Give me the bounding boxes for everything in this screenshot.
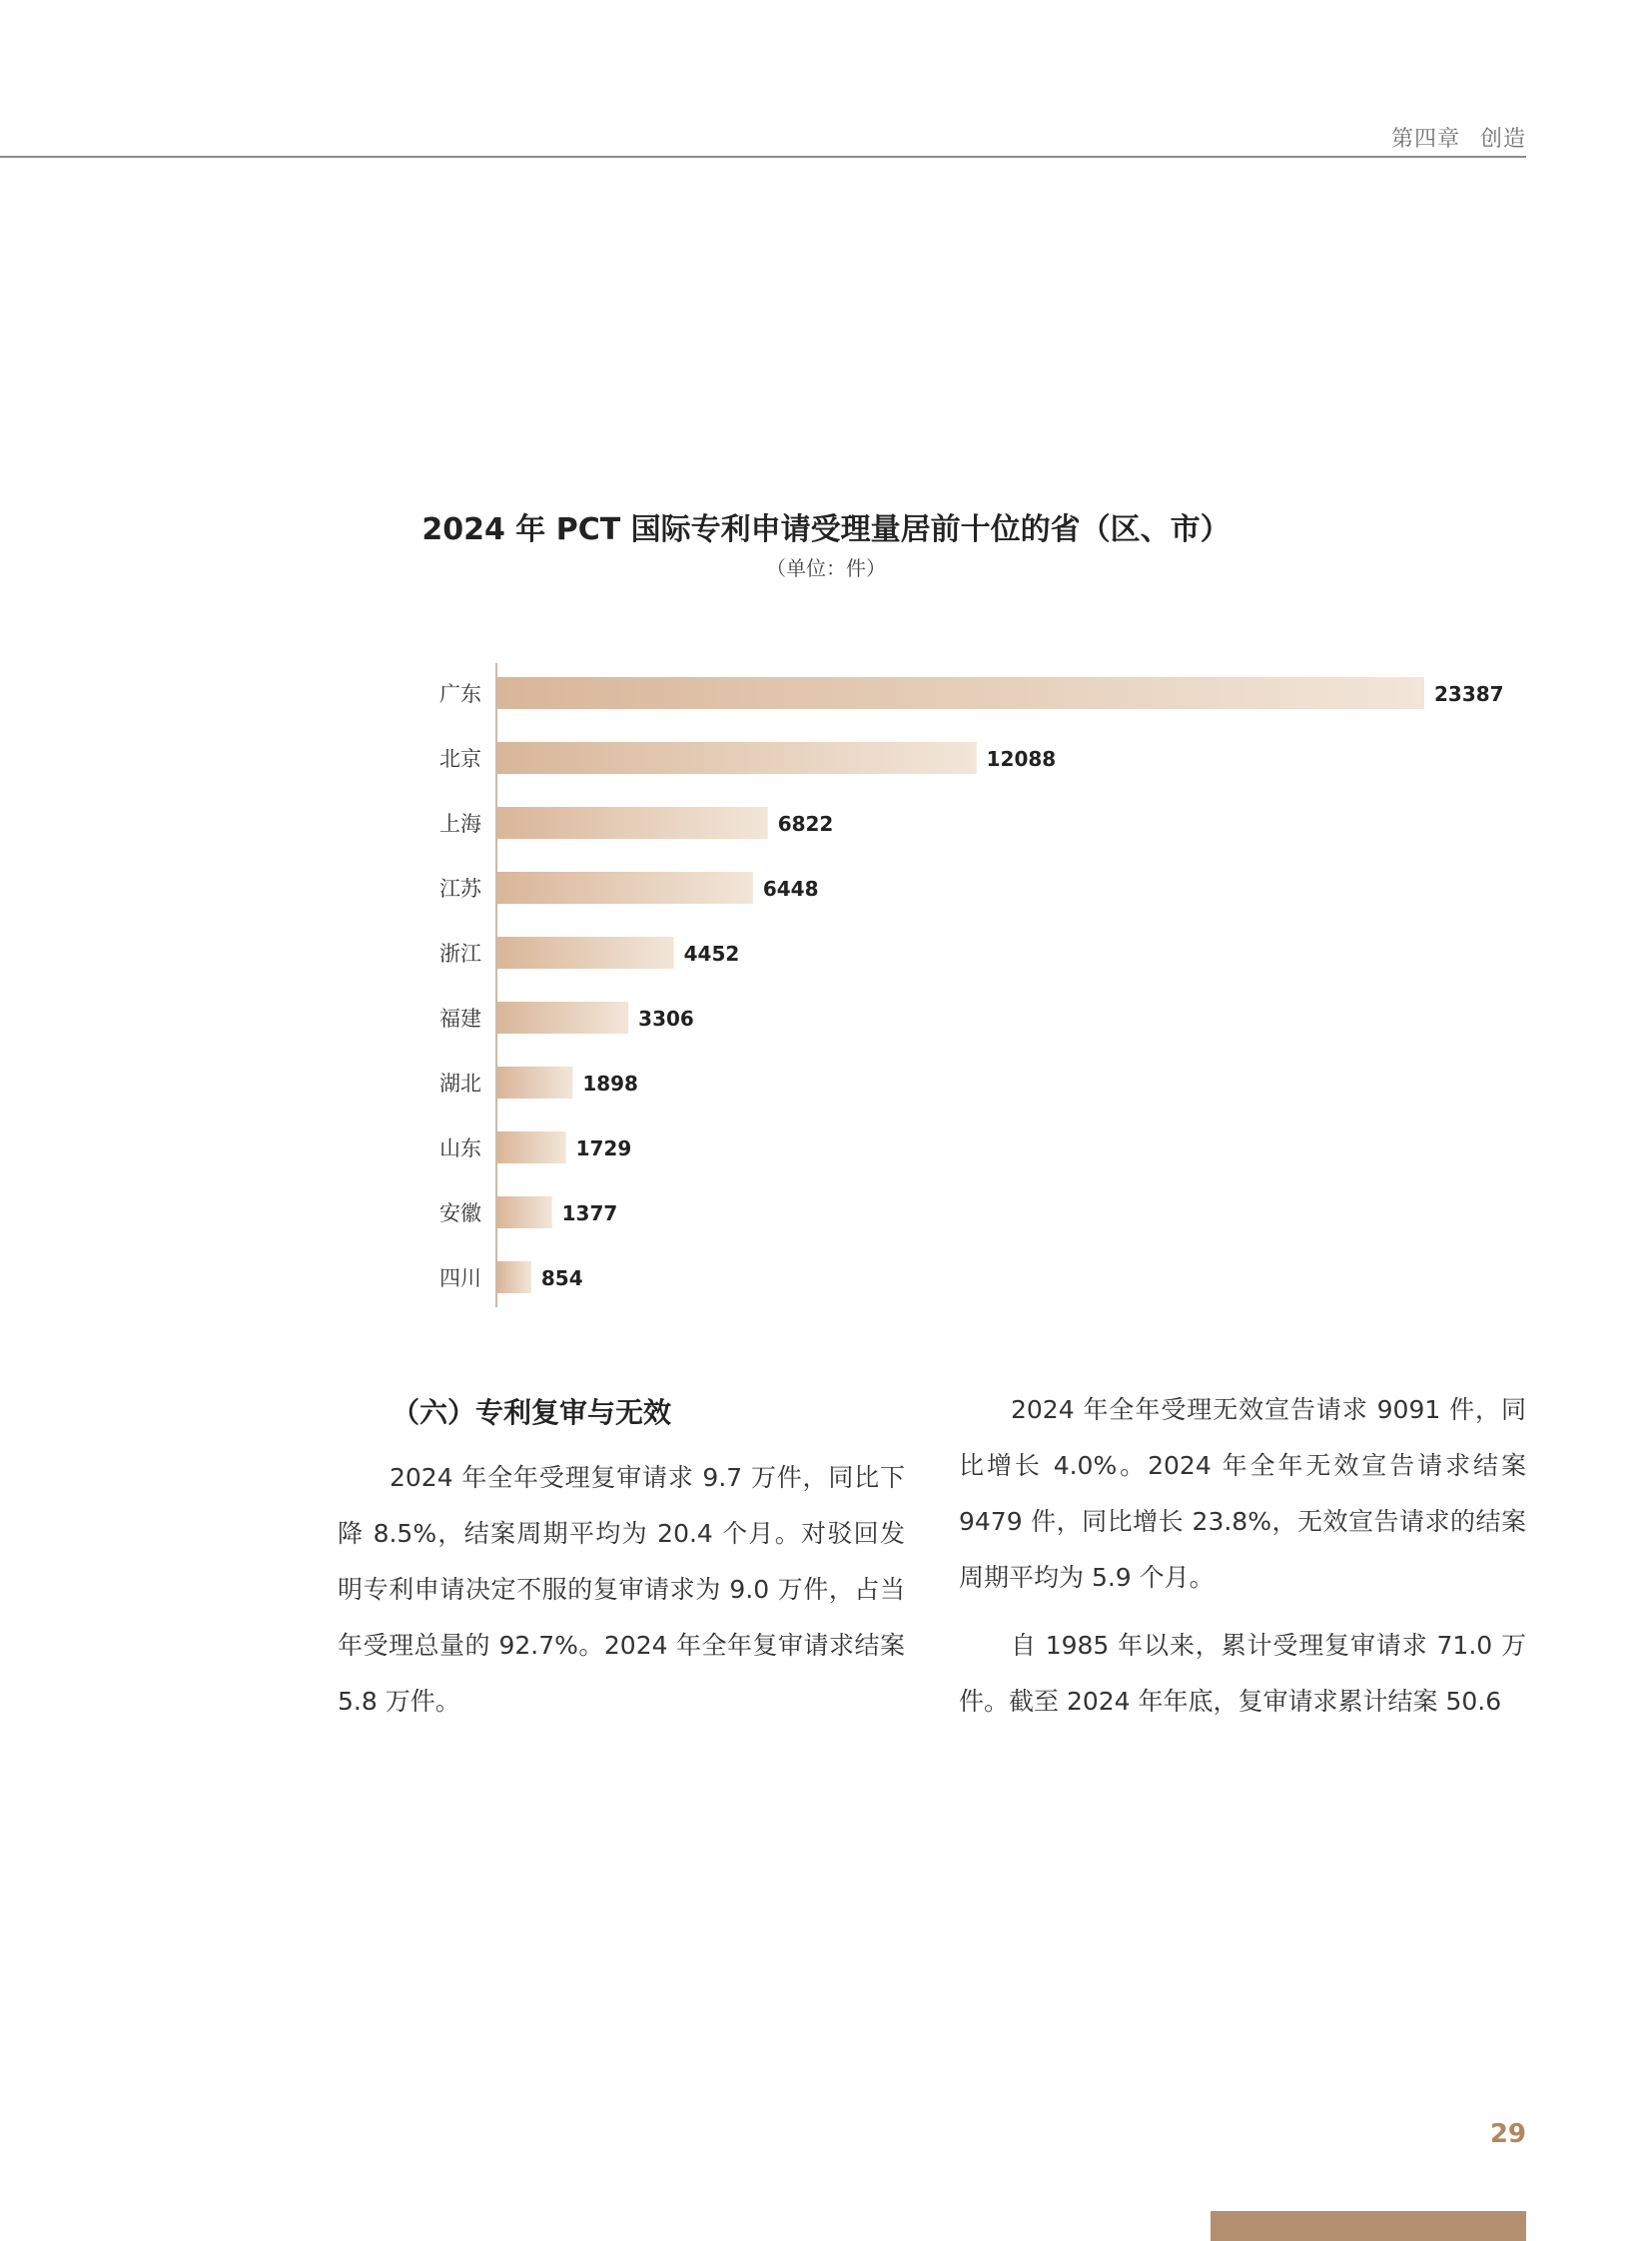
- value-label: 1898: [582, 1072, 638, 1096]
- page-number: 29: [1489, 2119, 1526, 2149]
- bar-7: [497, 1131, 566, 1163]
- value-label: 12088: [986, 747, 1057, 771]
- section-heading: （六）专利复审与无效: [392, 1396, 672, 1429]
- bar-5: [497, 1002, 628, 1034]
- bar-3: [497, 872, 753, 904]
- category-label: 四川: [439, 1266, 481, 1290]
- bar-6: [497, 1067, 572, 1099]
- value-label: 3306: [638, 1007, 694, 1031]
- bar-0: [497, 677, 1424, 709]
- paragraph-cumulative: 自 1985 年以来，累计受理复审请求 71.0 万件。截至 2024 年年底，复审请求累计结案 50.6: [959, 1631, 1526, 1716]
- bar-8: [497, 1196, 552, 1228]
- chart-title: 2024 年 PCT 国际专利申请受理量居前十位的省（区、市）: [421, 512, 1231, 547]
- value-label: 1729: [575, 1136, 632, 1160]
- header-rule: [0, 156, 1526, 158]
- value-label: 23387: [1434, 682, 1504, 706]
- paragraph-invalidation: 2024 年全年受理无效宣告请求 9091 件，同比增长 4.0%。2024 年全年无效宣告请求结案 9479 件，同比增长 23.8%，无效宣告请求的结案周期平均为 5.9 个月。: [959, 1395, 1526, 1592]
- category-label: 福建: [439, 1007, 481, 1031]
- footer-accent-bar: [1211, 2211, 1526, 2241]
- category-label: 安徽: [439, 1201, 481, 1225]
- category-label: 北京: [439, 747, 481, 771]
- bar-9: [497, 1261, 531, 1293]
- bar-2: [497, 807, 768, 839]
- category-label: 山东: [439, 1136, 481, 1160]
- category-label: 上海: [439, 812, 481, 836]
- bar-4: [497, 937, 674, 969]
- category-label: 浙江: [439, 942, 481, 966]
- running-head-section: 创造: [1479, 127, 1526, 152]
- running-head-chapter: 第四章: [1390, 127, 1460, 152]
- bar-1: [497, 742, 977, 774]
- value-label: 4452: [683, 942, 740, 966]
- category-label: 江苏: [439, 877, 481, 901]
- value-label: 854: [540, 1266, 583, 1290]
- value-label: 6822: [777, 812, 834, 836]
- category-label: 广东: [439, 682, 481, 706]
- chart-unit: （单位：件）: [766, 556, 886, 580]
- value-label: 6448: [762, 877, 819, 901]
- value-label: 1377: [561, 1201, 618, 1225]
- paragraph-reexamination: 2024 年全年受理复审请求 9.7 万件，同比下降 8.5%，结案周期平均为 20.4 个月。对驳回发明专利申请决定不服的复审请求为 9.0 万件，占当年受理总量的 92.7%。2024 年全年复审请求结案 5.8 万件。: [338, 1463, 905, 1716]
- running-head: [1391, 122, 1526, 153]
- category-label: 湖北: [439, 1072, 481, 1096]
